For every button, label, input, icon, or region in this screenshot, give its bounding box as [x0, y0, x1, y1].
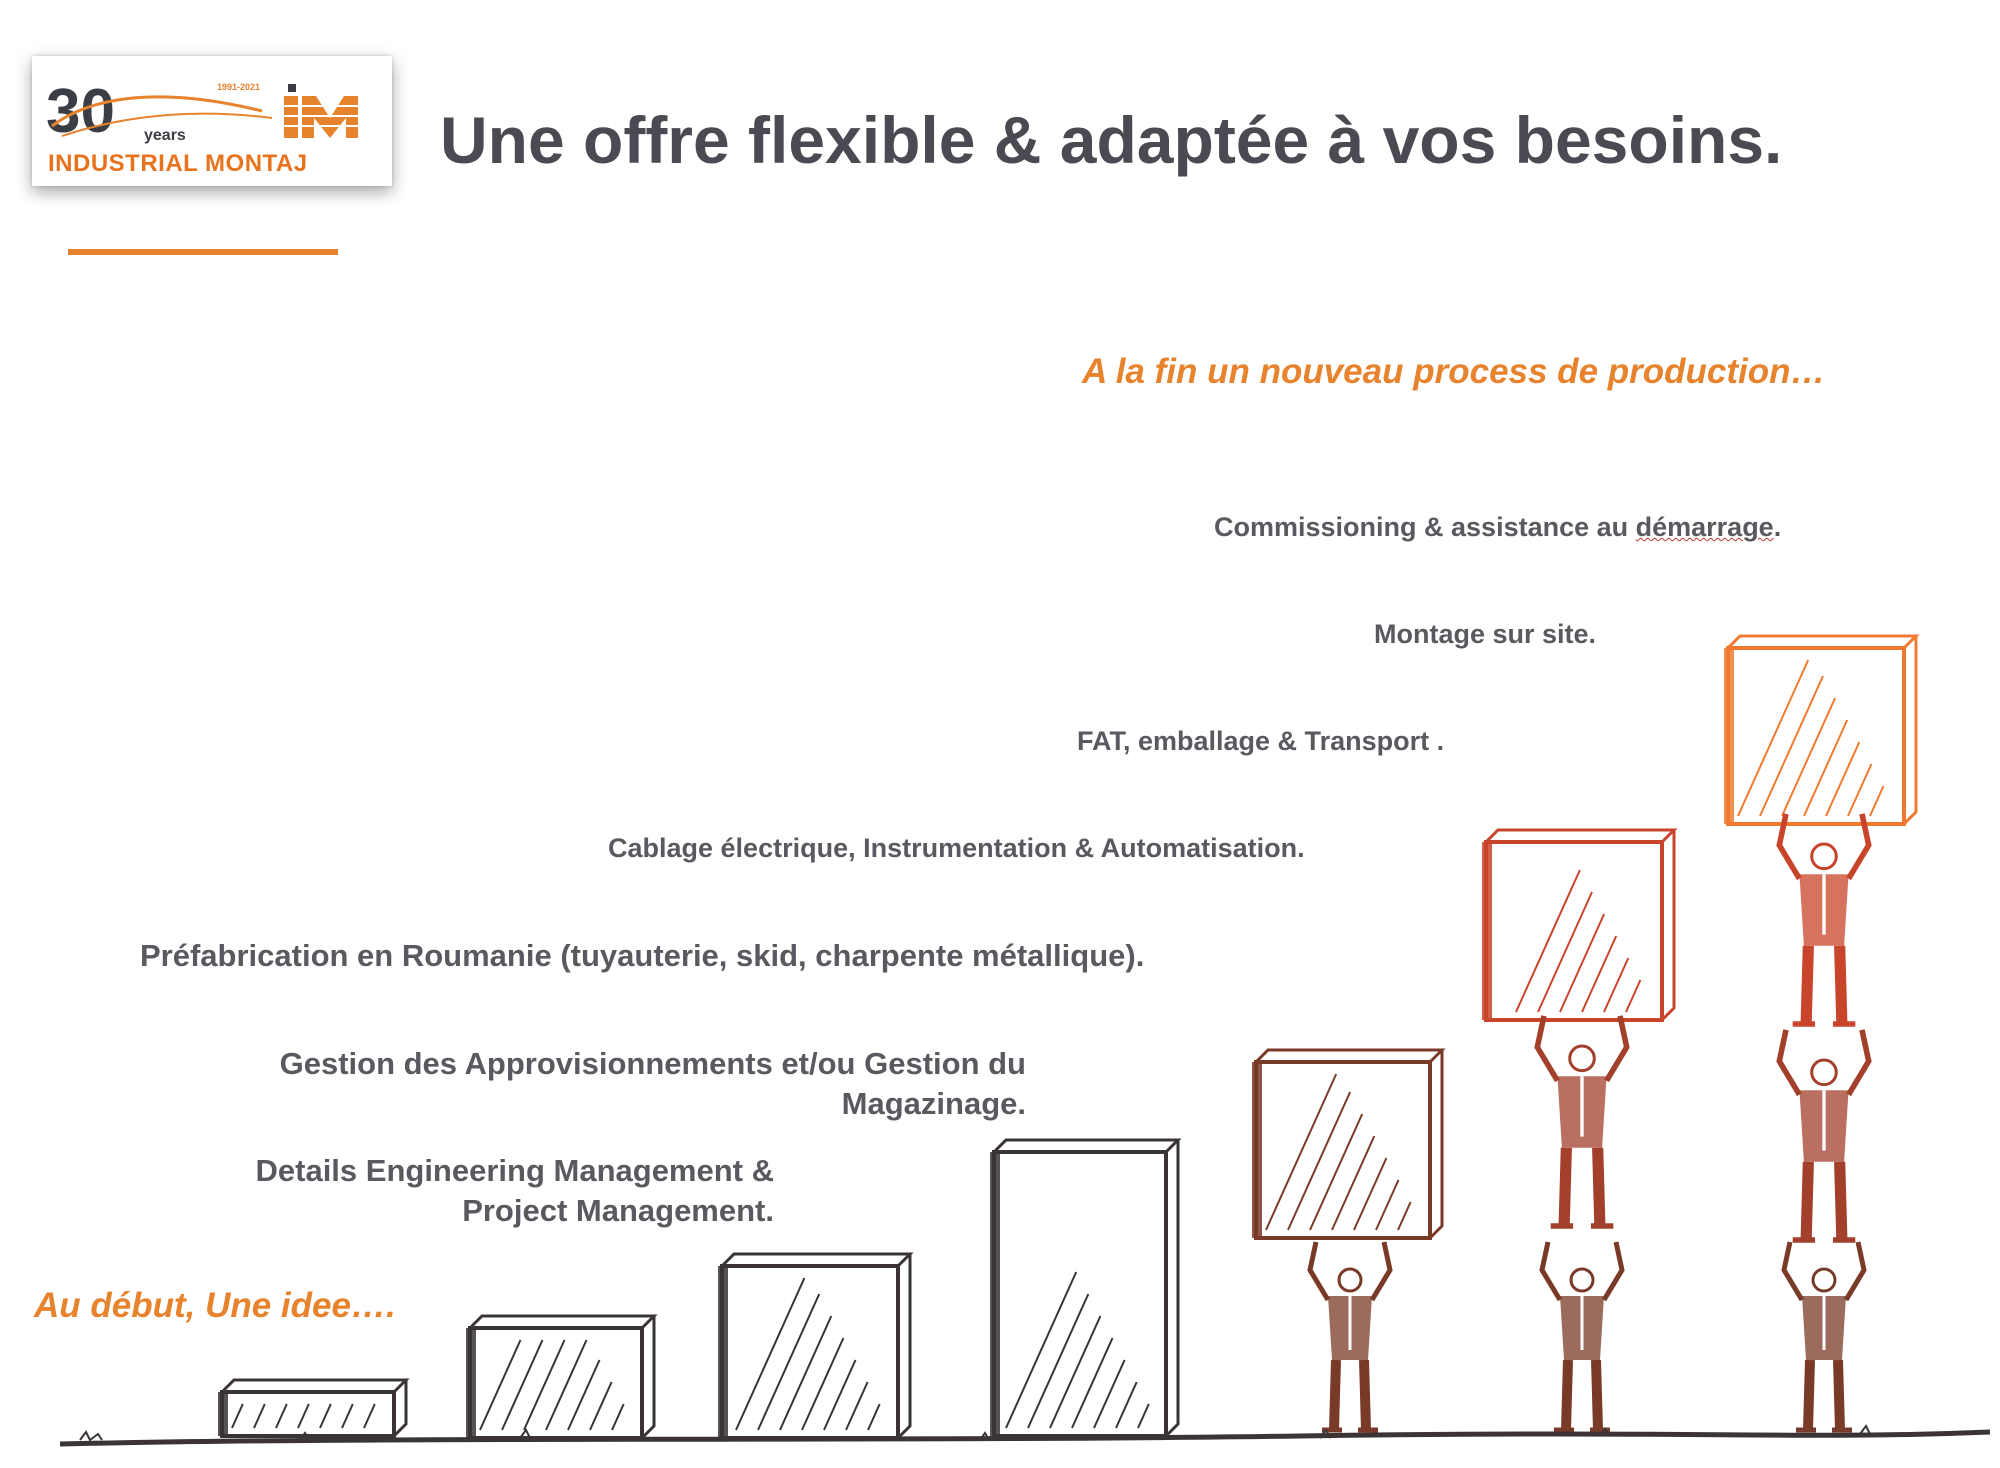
step-fat: FAT, emballage & Transport . — [1077, 726, 1445, 756]
step-commissioning-text: Commissioning & assistance au — [1214, 512, 1636, 542]
box-step-5 — [1252, 1050, 1442, 1238]
step-approvisionnements-line1: Gestion des Approvisionnements et/ou Gestion du — [279, 1046, 1026, 1081]
logo-years-number: 30 — [46, 77, 115, 146]
end-caption: A la fin un nouveau process de production… — [1082, 352, 1826, 391]
step-montage: Montage sur site. — [1374, 619, 1597, 649]
step-cablage: Cablage électrique, Instrumentation & Automatisation. — [608, 833, 1305, 863]
logo-company-name: INDUSTRIAL MONTAJ — [48, 150, 308, 177]
box-step-7 — [1724, 636, 1916, 824]
lifter-col2-bottom — [1542, 1242, 1622, 1430]
step-engineering-line2: Project Management. — [462, 1193, 774, 1228]
step-engineering-line1: Details Engineering Management & — [255, 1153, 774, 1188]
start-caption: Au début, Une idee…. — [34, 1286, 396, 1325]
lifter-col1 — [1310, 1242, 1390, 1430]
ground-line — [60, 1432, 1990, 1444]
step-commissioning-underlined: démarrage — [1635, 512, 1774, 542]
box-step-3 — [718, 1254, 910, 1438]
box-step-6 — [1482, 830, 1674, 1020]
page-title: Une offre flexible & adaptée à vos besoins. — [440, 103, 1783, 177]
box-step-2 — [466, 1316, 654, 1438]
logo-years-word: years — [144, 127, 186, 144]
logo-date-range: 1991-2021 — [217, 82, 261, 92]
step-approvisionnements-line2: Magazinage. — [841, 1086, 1026, 1121]
lifter-col3-top — [1779, 814, 1868, 1024]
box-step-1 — [218, 1380, 406, 1436]
lifter-col3-middle — [1779, 1030, 1868, 1240]
lifter-col2-top — [1537, 1016, 1626, 1226]
step-commissioning-period: . — [1773, 512, 1782, 542]
step-prefabrication: Préfabrication en Roumanie (tuyauterie, skid, charpente métallique). — [140, 938, 1145, 973]
lifter-col3-bottom — [1784, 1242, 1864, 1430]
box-step-4 — [990, 1140, 1178, 1436]
